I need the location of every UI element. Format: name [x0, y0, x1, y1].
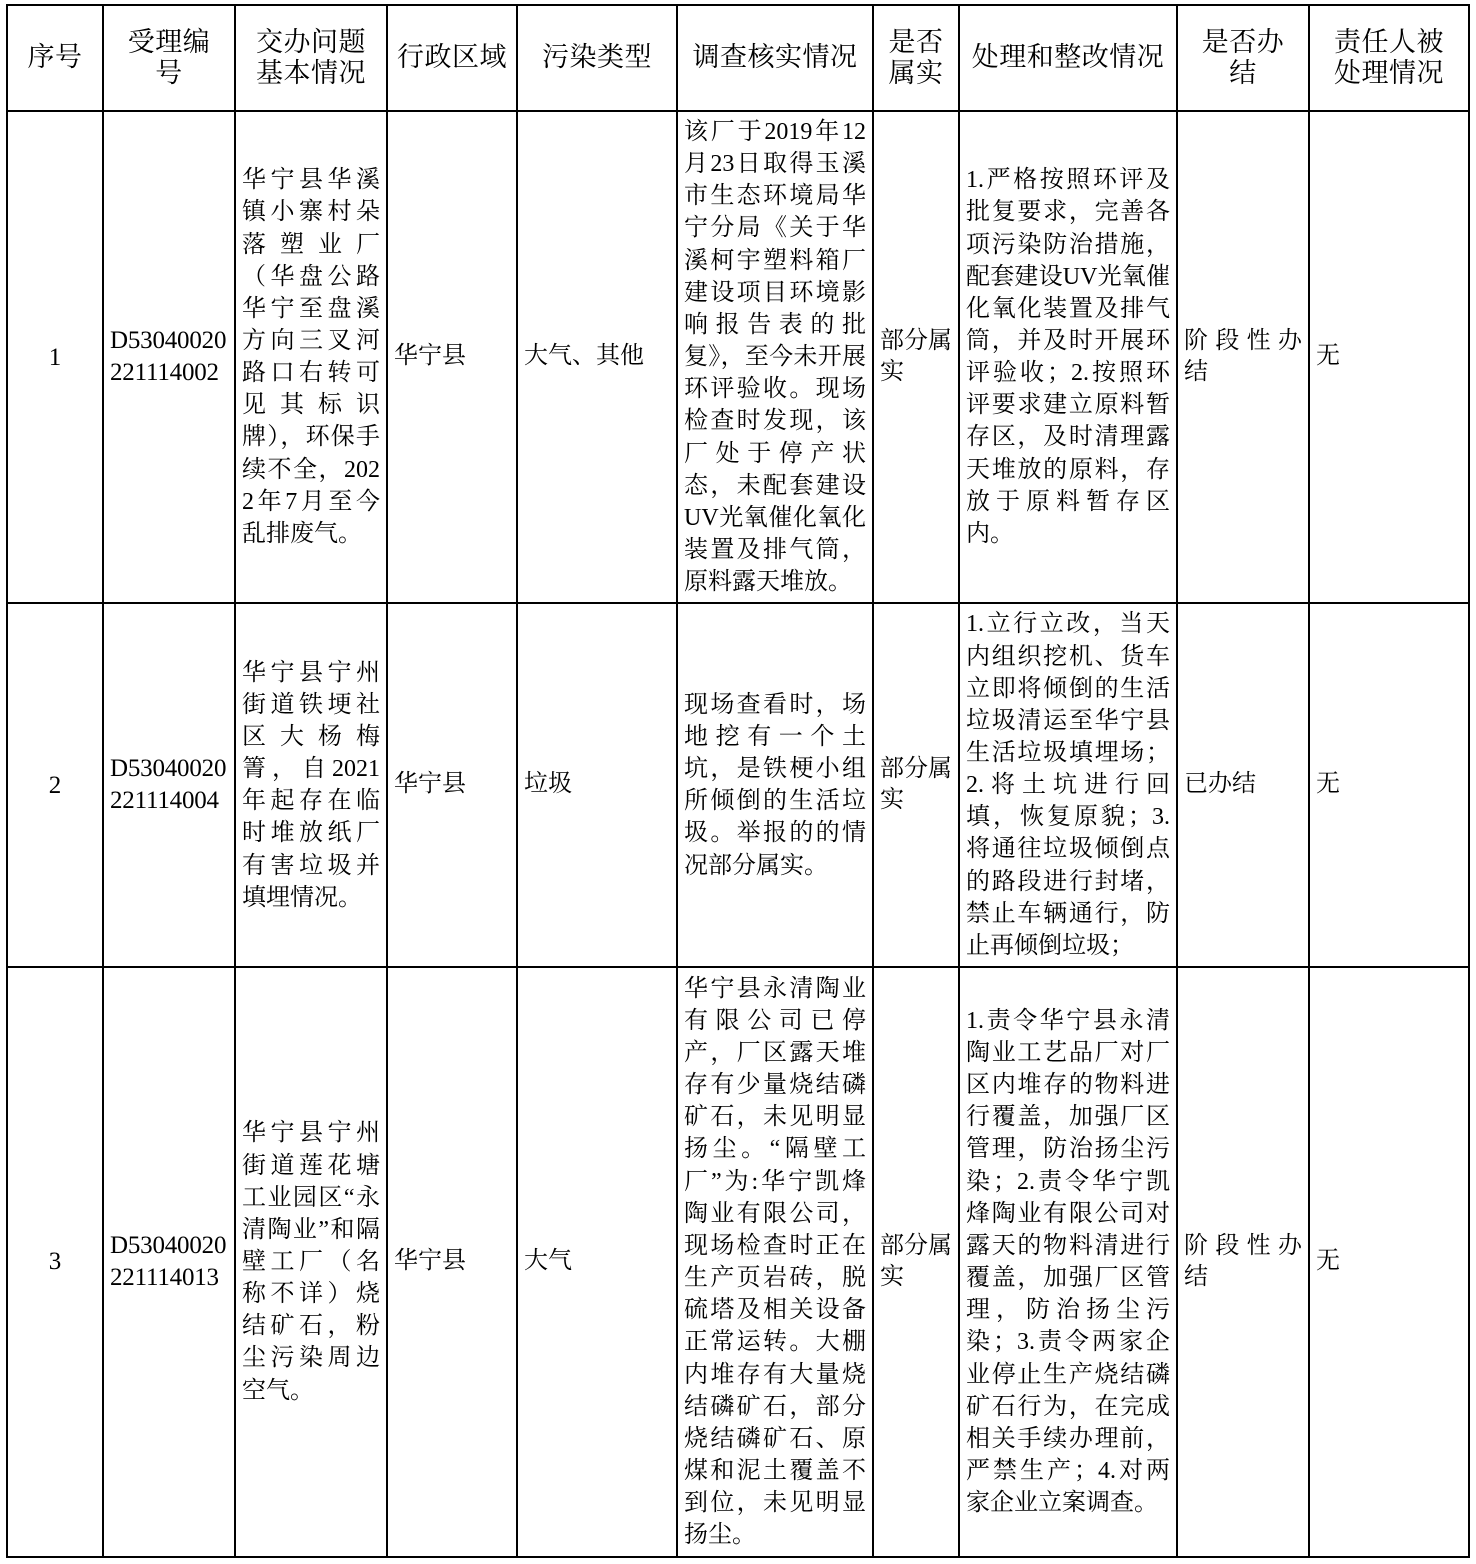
- cell-responsible: 无: [1309, 967, 1469, 1557]
- column-header-problem: [235, 5, 387, 111]
- cell-pollution-type: 大气: [517, 967, 677, 1557]
- cell-case-number: D53040020221114013: [103, 967, 235, 1557]
- cell-remediation: 1.责令华宁县永清陶业工艺品厂对厂区内堆存的物料进行覆盖，加强厂区管理，防治扬尘污染；2.责令华宁凯烽陶业有限公司对露天的物料清进行覆盖，加强厂区管理，防治扬尘污染；3.责令两家企业停止生产烧结磷矿石行为，在完成相关手续办理前，严禁生产；4.对两家企业立案调查。: [959, 967, 1177, 1557]
- cell-case-number: D53040020221114002: [103, 111, 235, 603]
- cell-is-true: 部分属实: [873, 967, 959, 1557]
- cell-is-true: 部分属实: [873, 111, 959, 603]
- column-header-is-true: [873, 5, 959, 111]
- cell-is-closed: 阶段性办结: [1177, 967, 1309, 1557]
- header-line: 交办问题: [256, 26, 366, 57]
- cell-investigation: 现场查看时，场地挖有一个土坑，是铁梗小组所倾倒的生活垃圾。举报的的情况部分属实。: [677, 603, 873, 967]
- table-header: [7, 5, 1469, 111]
- column-header-is-closed: [1177, 5, 1309, 111]
- column-header-index: [7, 5, 103, 111]
- column-header-region: [387, 5, 517, 111]
- cell-region: 华宁县: [387, 111, 517, 603]
- cell-problem: 华宁县宁州街道莲花塘工业园区“永清陶业”和隔壁工厂（名称不详）烧结矿石，粉尘污染周边空气。: [235, 967, 387, 1557]
- column-header-responsible: [1309, 5, 1469, 111]
- header-line: 基本情况: [256, 58, 366, 88]
- cell-pollution-type: 垃圾: [517, 603, 677, 967]
- column-header-investigation: [677, 5, 873, 111]
- cell-index: 3: [7, 967, 103, 1557]
- cell-problem: 华宁县宁州街道铁埂社区大杨梅箐，自2021年起存在临时堆放纸厂有害垃圾并填埋情况。: [235, 603, 387, 967]
- cell-index: 1: [7, 111, 103, 603]
- header-line: 号: [155, 58, 183, 88]
- cell-region: 华宁县: [387, 967, 517, 1557]
- column-header-remediation: [959, 5, 1177, 111]
- table-row: [7, 111, 1469, 603]
- table-row: [7, 603, 1469, 967]
- header-line: 是否: [888, 26, 944, 57]
- cell-pollution-type: 大气、其他: [517, 111, 677, 603]
- header-line: 结: [1229, 58, 1257, 88]
- column-header-case-number: [103, 5, 235, 111]
- cell-case-number: D53040020221114004: [103, 603, 235, 967]
- cell-responsible: 无: [1309, 111, 1469, 603]
- header-line: 调查核实情况: [692, 42, 858, 73]
- header-line: 属实: [888, 58, 944, 88]
- cell-problem: 华宁县华溪镇小寨村朵落塑业厂（华盘公路华宁至盘溪方向三叉河路口右转可见其标识牌），环保手续不全，2022年7月至今乱排废气。: [235, 111, 387, 603]
- cell-is-closed: 阶段性办结: [1177, 111, 1309, 603]
- header-line: 污染类型: [542, 42, 652, 73]
- header-line: 责任人被: [1334, 26, 1444, 57]
- cell-region: 华宁县: [387, 603, 517, 967]
- column-header-pollution-type: [517, 5, 677, 111]
- header-line: 受理编: [127, 26, 211, 57]
- header-line: 是否办: [1201, 26, 1285, 57]
- header-row: [7, 5, 1469, 111]
- cell-is-true: 部分属实: [873, 603, 959, 967]
- inspection-case-table: [6, 4, 1470, 1558]
- table-row: [7, 967, 1469, 1557]
- cell-remediation: 1.严格按照环评及批复要求，完善各项污染防治措施，配套建设UV光氧催化氧化装置及排气筒，并及时开展环评验收；2.按照环评要求建立原料暂存区，及时清理露天堆放的原料，存放于原料暂存区内。: [959, 111, 1177, 603]
- header-line: 处理和整改情况: [971, 42, 1165, 73]
- cell-responsible: 无: [1309, 603, 1469, 967]
- cell-is-closed: 已办结: [1177, 603, 1309, 967]
- header-line: 行政区域: [397, 42, 507, 73]
- header-line: 序号: [27, 42, 83, 73]
- cell-investigation: 华宁县永清陶业有限公司已停产，厂区露天堆存有少量烧结磷矿石，未见明显扬尘。“隔壁工厂”为:华宁凯烽陶业有限公司，现场检查时正在生产页岩砖，脱硫塔及相关设备正常运转。大棚内堆存有大量烧结磷矿石，部分烧结磷矿石、原煤和泥土覆盖不到位，未见明显扬尘。: [677, 967, 873, 1557]
- cell-investigation: 该厂于2019年12月23日取得玉溪市生态环境局华宁分局《关于华溪柯宇塑料箱厂建设项目环境影响报告表的批复》，至今未开展环评验收。现场检查时发现，该厂处于停产状态，未配套建设UV光氧催化氧化装置及排气筒，原料露天堆放。: [677, 111, 873, 603]
- table-body: [7, 111, 1469, 1557]
- cell-remediation: 1.立行立改，当天内组织挖机、货车立即将倾倒的生活垃圾清运至华宁县生活垃圾填埋场；2.将土坑进行回填，恢复原貌；3.将通往垃圾倾倒点的路段进行封堵，禁止车辆通行，防止再倾倒垃圾；: [959, 603, 1177, 967]
- cell-index: 2: [7, 603, 103, 967]
- header-line: 处理情况: [1334, 58, 1444, 88]
